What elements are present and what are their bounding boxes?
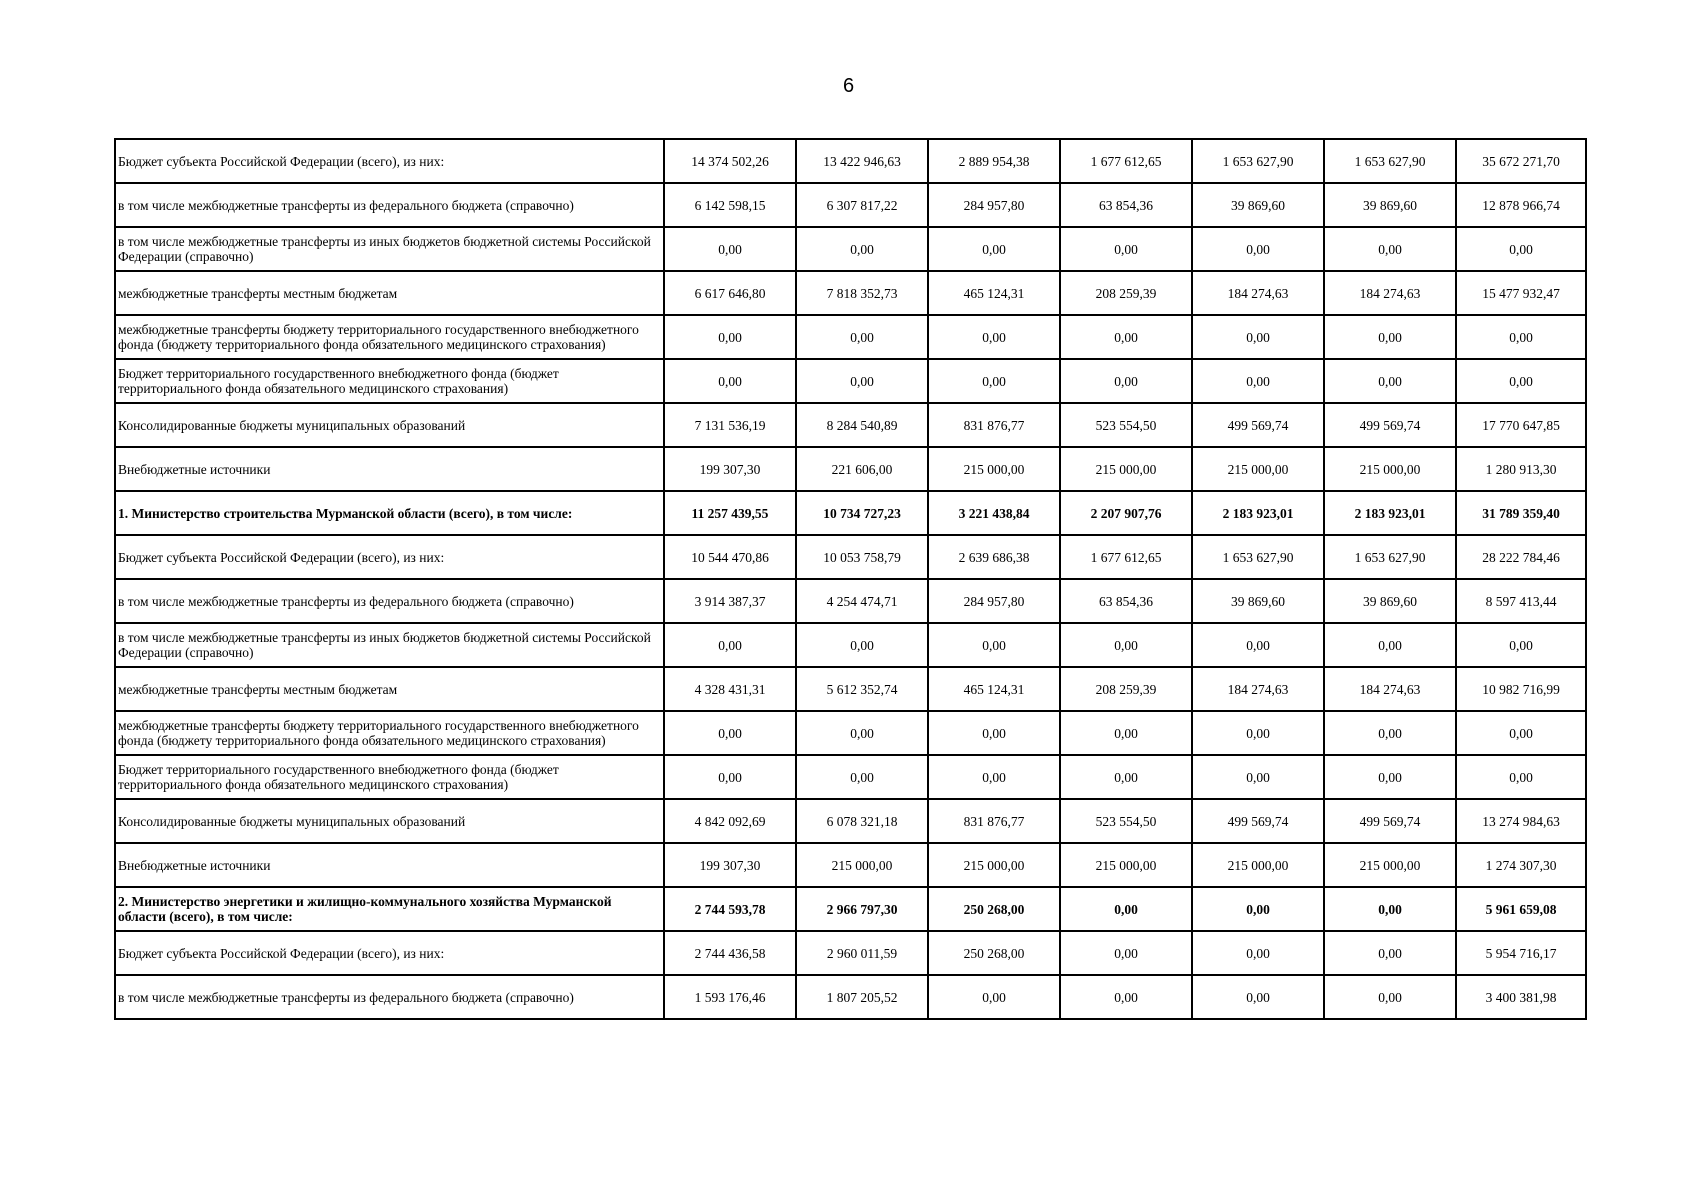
row-label-cell: Бюджет территориального государственного внебюджетного фонда (бюджет территориального фонда обязательного медицинского страхования) xyxy=(115,359,664,403)
value-cell: 250 268,00 xyxy=(928,887,1060,931)
value-cell: 184 274,63 xyxy=(1324,667,1456,711)
value-cell: 1 653 627,90 xyxy=(1324,139,1456,183)
value-cell: 215 000,00 xyxy=(928,447,1060,491)
row-label-cell: межбюджетные трансферты бюджету территориального государственного внебюджетного фонда (бюджету территориального фонда обязательного медицинского страхования) xyxy=(115,315,664,359)
row-label-cell: в том числе межбюджетные трансферты из федерального бюджета (справочно) xyxy=(115,975,664,1019)
value-cell: 0,00 xyxy=(1324,315,1456,359)
value-cell: 5 954 716,17 xyxy=(1456,931,1586,975)
value-cell: 39 869,60 xyxy=(1192,183,1324,227)
value-cell: 0,00 xyxy=(664,623,796,667)
row-label-cell: в том числе межбюджетные трансферты из федерального бюджета (справочно) xyxy=(115,579,664,623)
value-cell: 0,00 xyxy=(1060,887,1192,931)
value-cell: 2 183 923,01 xyxy=(1324,491,1456,535)
value-cell: 0,00 xyxy=(1060,227,1192,271)
value-cell: 13 274 984,63 xyxy=(1456,799,1586,843)
value-cell: 215 000,00 xyxy=(1192,447,1324,491)
value-cell: 4 254 474,71 xyxy=(796,579,928,623)
page-number: 6 xyxy=(842,75,855,97)
value-cell: 215 000,00 xyxy=(1060,843,1192,887)
value-cell: 5 961 659,08 xyxy=(1456,887,1586,931)
value-cell: 0,00 xyxy=(1192,315,1324,359)
value-cell: 215 000,00 xyxy=(928,843,1060,887)
value-cell: 0,00 xyxy=(1192,975,1324,1019)
value-cell: 0,00 xyxy=(1060,359,1192,403)
row-label-cell: межбюджетные трансферты бюджету территориального государственного внебюджетного фонда (бюджету территориального фонда обязательного медицинского страхования) xyxy=(115,711,664,755)
value-cell: 0,00 xyxy=(928,359,1060,403)
value-cell: 1 274 307,30 xyxy=(1456,843,1586,887)
value-cell: 28 222 784,46 xyxy=(1456,535,1586,579)
budget-table-body xyxy=(115,139,1586,1019)
value-cell: 0,00 xyxy=(928,975,1060,1019)
value-cell: 1 677 612,65 xyxy=(1060,139,1192,183)
row-label-cell: межбюджетные трансферты местным бюджетам xyxy=(115,271,664,315)
value-cell: 0,00 xyxy=(1060,931,1192,975)
value-cell: 208 259,39 xyxy=(1060,271,1192,315)
value-cell: 0,00 xyxy=(1192,227,1324,271)
value-cell: 0,00 xyxy=(664,227,796,271)
value-cell: 8 284 540,89 xyxy=(796,403,928,447)
value-cell: 831 876,77 xyxy=(928,403,1060,447)
value-cell: 11 257 439,55 xyxy=(664,491,796,535)
value-cell: 10 053 758,79 xyxy=(796,535,928,579)
value-cell: 39 869,60 xyxy=(1324,579,1456,623)
row-label-cell: Бюджет субъекта Российской Федерации (всего), из них: xyxy=(115,535,664,579)
value-cell: 6 307 817,22 xyxy=(796,183,928,227)
value-cell: 499 569,74 xyxy=(1324,403,1456,447)
value-cell: 63 854,36 xyxy=(1060,183,1192,227)
value-cell: 499 569,74 xyxy=(1324,799,1456,843)
value-cell: 221 606,00 xyxy=(796,447,928,491)
value-cell: 0,00 xyxy=(664,711,796,755)
value-cell: 1 807 205,52 xyxy=(796,975,928,1019)
value-cell: 0,00 xyxy=(796,623,928,667)
table-row xyxy=(115,359,1586,403)
value-cell: 0,00 xyxy=(1324,755,1456,799)
table-row xyxy=(115,447,1586,491)
value-cell: 199 307,30 xyxy=(664,843,796,887)
value-cell: 12 878 966,74 xyxy=(1456,183,1586,227)
value-cell: 0,00 xyxy=(928,623,1060,667)
row-label-cell: Консолидированные бюджеты муниципальных образований xyxy=(115,799,664,843)
row-label-cell: Бюджет субъекта Российской Федерации (всего), из них: xyxy=(115,139,664,183)
table-row xyxy=(115,755,1586,799)
value-cell: 0,00 xyxy=(1324,975,1456,1019)
value-cell: 0,00 xyxy=(1060,623,1192,667)
value-cell: 0,00 xyxy=(796,755,928,799)
table-row xyxy=(115,931,1586,975)
table-row xyxy=(115,843,1586,887)
table-row xyxy=(115,227,1586,271)
value-cell: 0,00 xyxy=(796,227,928,271)
value-cell: 0,00 xyxy=(1456,755,1586,799)
value-cell: 499 569,74 xyxy=(1192,403,1324,447)
value-cell: 63 854,36 xyxy=(1060,579,1192,623)
value-cell: 284 957,80 xyxy=(928,579,1060,623)
value-cell: 2 966 797,30 xyxy=(796,887,928,931)
value-cell: 1 653 627,90 xyxy=(1324,535,1456,579)
value-cell: 0,00 xyxy=(1456,711,1586,755)
value-cell: 2 744 593,78 xyxy=(664,887,796,931)
value-cell: 0,00 xyxy=(1456,227,1586,271)
table-row xyxy=(115,403,1586,447)
value-cell: 1 653 627,90 xyxy=(1192,535,1324,579)
value-cell: 284 957,80 xyxy=(928,183,1060,227)
row-label-cell: 2. Министерство энергетики и жилищно-коммунального хозяйства Мурманской области (всего), в том числе: xyxy=(115,887,664,931)
row-label-cell: Бюджет территориального государственного внебюджетного фонда (бюджет территориального фонда обязательного медицинского страхования) xyxy=(115,755,664,799)
value-cell: 215 000,00 xyxy=(1324,447,1456,491)
value-cell: 3 914 387,37 xyxy=(664,579,796,623)
row-label-cell: 1. Министерство строительства Мурманской области (всего), в том числе: xyxy=(115,491,664,535)
value-cell: 0,00 xyxy=(928,711,1060,755)
value-cell: 39 869,60 xyxy=(1324,183,1456,227)
value-cell: 0,00 xyxy=(1324,711,1456,755)
value-cell: 0,00 xyxy=(928,315,1060,359)
value-cell: 0,00 xyxy=(1192,711,1324,755)
value-cell: 250 268,00 xyxy=(928,931,1060,975)
value-cell: 1 593 176,46 xyxy=(664,975,796,1019)
value-cell: 0,00 xyxy=(796,711,928,755)
value-cell: 0,00 xyxy=(928,227,1060,271)
value-cell: 0,00 xyxy=(1324,887,1456,931)
row-label-cell: в том числе межбюджетные трансферты из федерального бюджета (справочно) xyxy=(115,183,664,227)
table-row xyxy=(115,271,1586,315)
value-cell: 0,00 xyxy=(1060,755,1192,799)
table-row xyxy=(115,623,1586,667)
value-cell: 31 789 359,40 xyxy=(1456,491,1586,535)
row-label-cell: Консолидированные бюджеты муниципальных образований xyxy=(115,403,664,447)
table-row xyxy=(115,975,1586,1019)
value-cell: 2 639 686,38 xyxy=(928,535,1060,579)
value-cell: 13 422 946,63 xyxy=(796,139,928,183)
value-cell: 0,00 xyxy=(1324,359,1456,403)
table-row xyxy=(115,183,1586,227)
row-label-cell: Внебюджетные источники xyxy=(115,843,664,887)
value-cell: 7 131 536,19 xyxy=(664,403,796,447)
table-row-section-total xyxy=(115,491,1586,535)
value-cell: 523 554,50 xyxy=(1060,799,1192,843)
table-row xyxy=(115,799,1586,843)
value-cell: 208 259,39 xyxy=(1060,667,1192,711)
row-label-cell: в том числе межбюджетные трансферты из иных бюджетов бюджетной системы Российской Федерации (справочно) xyxy=(115,227,664,271)
value-cell: 0,00 xyxy=(1192,755,1324,799)
value-cell: 7 818 352,73 xyxy=(796,271,928,315)
value-cell: 199 307,30 xyxy=(664,447,796,491)
value-cell: 465 124,31 xyxy=(928,271,1060,315)
value-cell: 6 617 646,80 xyxy=(664,271,796,315)
value-cell: 0,00 xyxy=(1192,623,1324,667)
value-cell: 0,00 xyxy=(1456,315,1586,359)
value-cell: 0,00 xyxy=(664,315,796,359)
value-cell: 0,00 xyxy=(1456,623,1586,667)
value-cell: 0,00 xyxy=(664,755,796,799)
value-cell: 831 876,77 xyxy=(928,799,1060,843)
table-row xyxy=(115,139,1586,183)
value-cell: 0,00 xyxy=(1060,315,1192,359)
value-cell: 184 274,63 xyxy=(1192,667,1324,711)
value-cell: 0,00 xyxy=(796,315,928,359)
value-cell: 6 078 321,18 xyxy=(796,799,928,843)
value-cell: 1 677 612,65 xyxy=(1060,535,1192,579)
value-cell: 215 000,00 xyxy=(796,843,928,887)
budget-table xyxy=(114,138,1587,1020)
value-cell: 0,00 xyxy=(1324,931,1456,975)
value-cell: 10 544 470,86 xyxy=(664,535,796,579)
row-label-cell: межбюджетные трансферты местным бюджетам xyxy=(115,667,664,711)
value-cell: 0,00 xyxy=(1456,359,1586,403)
table-row xyxy=(115,711,1586,755)
value-cell: 5 612 352,74 xyxy=(796,667,928,711)
table-row xyxy=(115,535,1586,579)
value-cell: 2 183 923,01 xyxy=(1192,491,1324,535)
value-cell: 3 221 438,84 xyxy=(928,491,1060,535)
row-label-cell: Внебюджетные источники xyxy=(115,447,664,491)
table-row xyxy=(115,579,1586,623)
value-cell: 0,00 xyxy=(928,755,1060,799)
value-cell: 2 960 011,59 xyxy=(796,931,928,975)
table-row xyxy=(115,667,1586,711)
value-cell: 14 374 502,26 xyxy=(664,139,796,183)
value-cell: 184 274,63 xyxy=(1192,271,1324,315)
value-cell: 523 554,50 xyxy=(1060,403,1192,447)
value-cell: 35 672 271,70 xyxy=(1456,139,1586,183)
value-cell: 0,00 xyxy=(1324,227,1456,271)
value-cell: 215 000,00 xyxy=(1060,447,1192,491)
value-cell: 2 889 954,38 xyxy=(928,139,1060,183)
row-label-cell: в том числе межбюджетные трансферты из иных бюджетов бюджетной системы Российской Федерации (справочно) xyxy=(115,623,664,667)
value-cell: 4 842 092,69 xyxy=(664,799,796,843)
value-cell: 0,00 xyxy=(1060,711,1192,755)
value-cell: 8 597 413,44 xyxy=(1456,579,1586,623)
row-label-cell: Бюджет субъекта Российской Федерации (всего), из них: xyxy=(115,931,664,975)
value-cell: 10 982 716,99 xyxy=(1456,667,1586,711)
value-cell: 0,00 xyxy=(1324,623,1456,667)
value-cell: 2 744 436,58 xyxy=(664,931,796,975)
value-cell: 10 734 727,23 xyxy=(796,491,928,535)
value-cell: 15 477 932,47 xyxy=(1456,271,1586,315)
value-cell: 3 400 381,98 xyxy=(1456,975,1586,1019)
table-row xyxy=(115,315,1586,359)
value-cell: 17 770 647,85 xyxy=(1456,403,1586,447)
value-cell: 465 124,31 xyxy=(928,667,1060,711)
value-cell: 215 000,00 xyxy=(1192,843,1324,887)
value-cell: 1 280 913,30 xyxy=(1456,447,1586,491)
value-cell: 215 000,00 xyxy=(1324,843,1456,887)
value-cell: 0,00 xyxy=(1192,931,1324,975)
value-cell: 39 869,60 xyxy=(1192,579,1324,623)
table-row-section-total xyxy=(115,887,1586,931)
value-cell: 0,00 xyxy=(664,359,796,403)
value-cell: 184 274,63 xyxy=(1324,271,1456,315)
value-cell: 499 569,74 xyxy=(1192,799,1324,843)
value-cell: 6 142 598,15 xyxy=(664,183,796,227)
value-cell: 0,00 xyxy=(1192,887,1324,931)
value-cell: 0,00 xyxy=(1192,359,1324,403)
value-cell: 0,00 xyxy=(796,359,928,403)
value-cell: 0,00 xyxy=(1060,975,1192,1019)
value-cell: 4 328 431,31 xyxy=(664,667,796,711)
value-cell: 2 207 907,76 xyxy=(1060,491,1192,535)
value-cell: 1 653 627,90 xyxy=(1192,139,1324,183)
